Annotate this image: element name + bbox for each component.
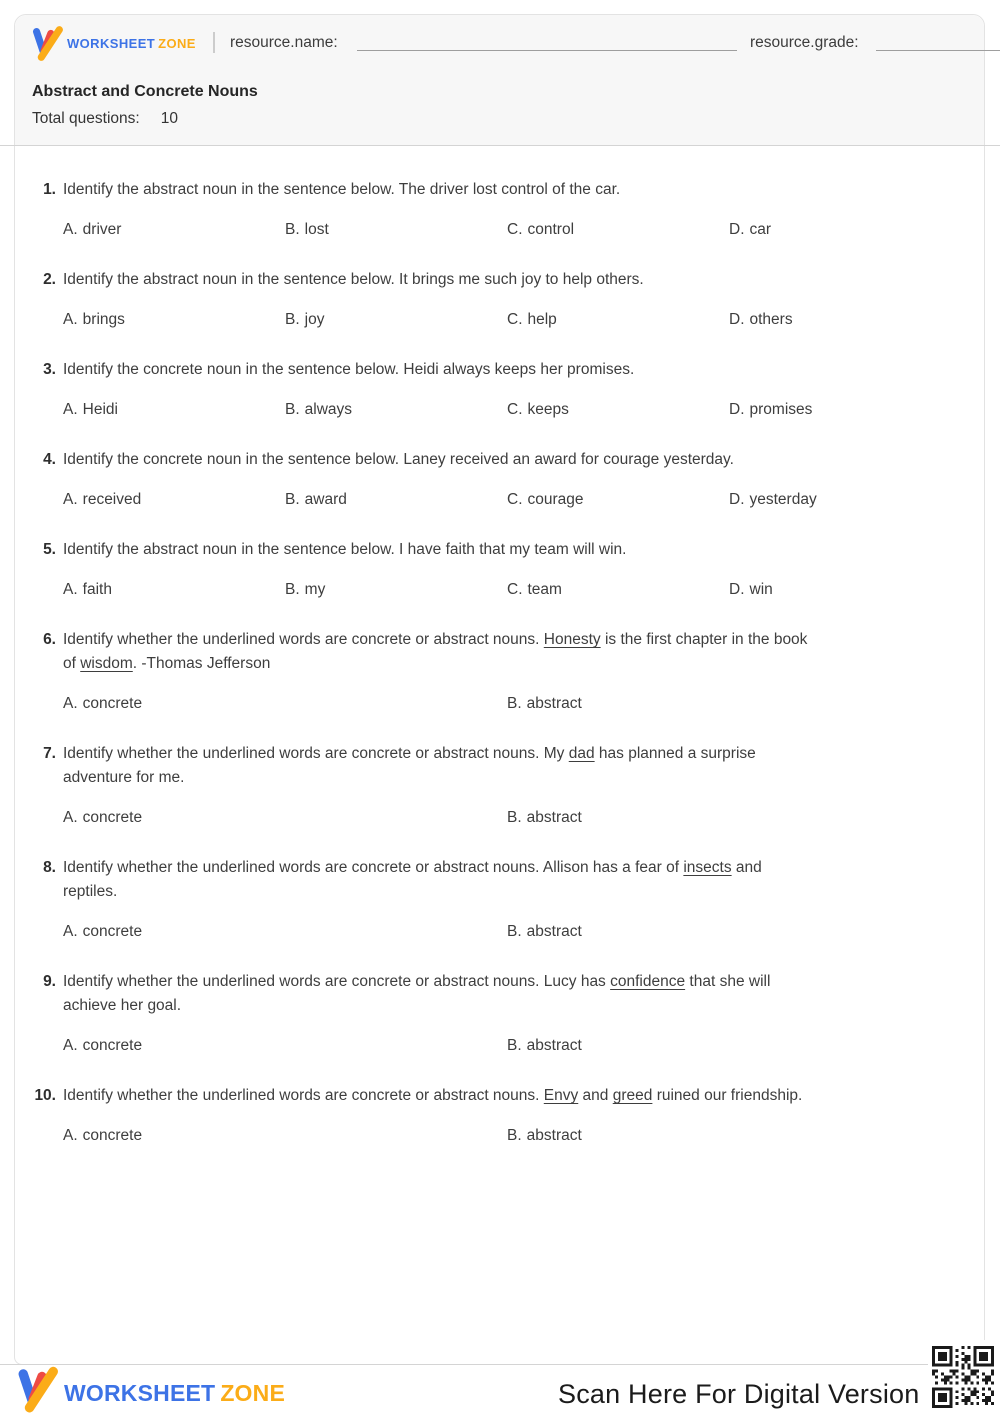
answer-option-text: lost [304, 221, 329, 238]
question-text-segment: Identify the concrete noun in the sentence below. Laney received an award for courage yesterday. [63, 451, 734, 468]
answer-option-label: C. [507, 581, 523, 598]
answer-option-text: driver [82, 221, 122, 238]
underlined-word: insects [683, 859, 732, 876]
question-text-segment: has planned a surprise [594, 745, 756, 762]
answer-option [729, 218, 951, 242]
question-number: 9. [43, 973, 56, 990]
answer-option-text: joy [304, 311, 325, 328]
question-text [63, 856, 943, 904]
question-number: 2. [43, 271, 56, 288]
question-options [63, 1034, 1000, 1058]
answer-option [507, 308, 729, 332]
answer-option-text: win [749, 581, 773, 598]
answer-option [285, 578, 507, 602]
answer-option-label: B. [285, 221, 300, 238]
worksheet-title: Abstract and Concrete Nouns [32, 83, 258, 100]
question-options [63, 692, 1000, 716]
question-text-segment: that she will [685, 973, 771, 990]
answer-option-label: A. [63, 401, 78, 418]
question-options [63, 578, 1000, 602]
total-questions-label: Total questions: [32, 110, 140, 127]
answer-option-text: my [304, 581, 326, 598]
question-line [29, 1084, 1000, 1108]
question-text-segment: Identify the abstract noun in the sentence below. I have faith that my team will win. [63, 541, 627, 558]
answer-option-label: C. [507, 491, 523, 508]
answer-option-text: courage [527, 491, 584, 508]
question-line [29, 358, 1000, 382]
answer-option [729, 398, 951, 422]
worksheetzone-logo-text [67, 36, 196, 51]
question-text-segment: ruined our friendship. [652, 1087, 803, 1104]
answer-option-text: abstract [526, 1037, 582, 1054]
question-number: 4. [43, 451, 56, 468]
question-options [63, 920, 1000, 944]
answer-option-label: A. [63, 221, 78, 238]
question-number: 3. [43, 361, 56, 378]
question-text-segment: Identify whether the underlined words are concrete or abstract nouns. Lucy has [63, 973, 611, 990]
brand-part2: ZONE [220, 1380, 286, 1406]
answer-option [507, 1034, 951, 1058]
answer-option-label: B. [507, 809, 522, 826]
underlined-word: greed [612, 1087, 653, 1104]
answer-option-text: concrete [82, 1127, 143, 1144]
underlined-word: dad [568, 745, 595, 762]
question-number: 8. [43, 859, 56, 876]
question-text-segment: achieve her goal. [63, 997, 182, 1014]
question-options [63, 488, 1000, 512]
question-text-segment: Identify whether the underlined words are concrete or abstract nouns. Allison has a fear of [63, 859, 684, 876]
question-text [63, 178, 943, 202]
question-row [29, 970, 1000, 1058]
answer-option-label: A. [63, 311, 78, 328]
resource-name-label: resource.name: [230, 34, 338, 51]
question-options [63, 806, 1000, 830]
answer-option-text: control [527, 221, 575, 238]
answer-option-label: B. [285, 401, 300, 418]
answer-option-label: A. [63, 695, 78, 712]
answer-option [63, 806, 507, 830]
question-text-segment: Identify the abstract noun in the sentence below. The driver lost control of the car. [63, 181, 621, 198]
answer-option [63, 308, 285, 332]
question-row [29, 538, 1000, 602]
answer-option-label: B. [507, 1037, 522, 1054]
question-text [63, 358, 943, 382]
worksheetzone-footer-logo-icon [12, 1364, 62, 1414]
answer-option [63, 578, 285, 602]
answer-option-label: B. [285, 311, 300, 328]
answer-option-text: Heidi [82, 401, 118, 418]
brand-part1: WORKSHEET [64, 1380, 216, 1406]
answer-option-text: promises [749, 401, 813, 418]
brand-part2: ZONE [158, 36, 196, 51]
question-options [63, 1124, 1000, 1148]
question-text-segment: of [63, 655, 81, 672]
answer-option-label: A. [63, 1037, 78, 1054]
answer-option-label: A. [63, 809, 78, 826]
answer-option-text: abstract [526, 695, 582, 712]
resource-grade-label: resource.grade: [750, 34, 859, 51]
answer-option-text: concrete [82, 923, 143, 940]
header-divider [213, 32, 215, 53]
question-number: 5. [43, 541, 56, 558]
question-text [63, 268, 943, 292]
answer-option-label: C. [507, 401, 523, 418]
underlined-word: wisdom [80, 655, 133, 672]
question-row [29, 178, 1000, 242]
answer-option [285, 488, 507, 512]
worksheetzone-footer-logo-text [64, 1380, 285, 1407]
answer-option [507, 920, 951, 944]
question-row [29, 268, 1000, 332]
question-row [29, 856, 1000, 944]
question-text [63, 742, 943, 790]
question-line [29, 970, 1000, 1018]
answer-option [63, 218, 285, 242]
answer-option [63, 398, 285, 422]
question-line [29, 178, 1000, 202]
answer-option-label: B. [285, 581, 300, 598]
answer-option [729, 578, 951, 602]
question-text [63, 970, 943, 1018]
underlined-word: Honesty [543, 631, 601, 648]
question-text [63, 538, 943, 562]
question-options [63, 308, 1000, 332]
answer-option [63, 920, 507, 944]
answer-option-label: B. [507, 695, 522, 712]
answer-option [285, 308, 507, 332]
answer-option-text: concrete [82, 809, 143, 826]
answer-option-text: award [304, 491, 347, 508]
question-text [63, 1084, 943, 1108]
question-number: 10. [34, 1087, 56, 1104]
answer-option-label: A. [63, 581, 78, 598]
answer-option-text: car [749, 221, 772, 238]
question-text-segment: Identify the abstract noun in the sentence below. It brings me such joy to help others. [63, 271, 644, 288]
answer-option [729, 308, 951, 332]
answer-option [63, 692, 507, 716]
total-questions-value: 10 [160, 110, 178, 127]
worksheetzone-logo-icon [28, 24, 66, 62]
question-number: 1. [43, 181, 56, 198]
question-text-segment: and [731, 859, 762, 876]
question-text-segment: is the first chapter in the book [600, 631, 808, 648]
answer-option-label: C. [507, 221, 523, 238]
total-questions [32, 110, 178, 128]
answer-option [507, 488, 729, 512]
question-line [29, 448, 1000, 472]
answer-option [63, 1124, 507, 1148]
question-row [29, 358, 1000, 422]
page-bottom-line [0, 1364, 1000, 1365]
question-row [29, 628, 1000, 716]
answer-option [507, 398, 729, 422]
question-line [29, 538, 1000, 562]
answer-option-text: concrete [82, 695, 143, 712]
question-line [29, 268, 1000, 292]
brand-part1: WORKSHEET [67, 36, 156, 51]
question-text-segment: and [578, 1087, 613, 1104]
question-line [29, 856, 1000, 904]
answer-option-label: A. [63, 491, 78, 508]
answer-option [285, 398, 507, 422]
question-text [63, 628, 943, 676]
qr-code [928, 1340, 1000, 1414]
answer-option [507, 218, 729, 242]
resource-grade-blank-line [876, 50, 1000, 51]
answer-option-label: D. [729, 581, 745, 598]
answer-option-text: abstract [526, 1127, 582, 1144]
question-text-segment: Identify the concrete noun in the sentence below. Heidi always keeps her promises. [63, 361, 635, 378]
answer-option [507, 578, 729, 602]
answer-option-text: others [749, 311, 793, 328]
answer-option-text: help [527, 311, 557, 328]
question-text-segment: . -Thomas Jefferson [132, 655, 271, 672]
underlined-word: Envy [543, 1087, 579, 1104]
question-text-segment: adventure for me. [63, 769, 185, 786]
question-line [29, 742, 1000, 790]
question-number: 7. [43, 745, 56, 762]
answer-option-text: keeps [527, 401, 569, 418]
question-text-segment: Identify whether the underlined words are concrete or abstract nouns. [63, 631, 544, 648]
resource-name-blank-line [357, 50, 737, 51]
question-options [63, 398, 1000, 422]
answer-option-label: B. [507, 1127, 522, 1144]
scan-here-label: Scan Here For Digital Version [558, 1379, 920, 1409]
answer-option [63, 1034, 507, 1058]
answer-option-text: yesterday [749, 491, 817, 508]
question-text-segment: Identify whether the underlined words are concrete or abstract nouns. My [63, 745, 569, 762]
answer-option-label: B. [285, 491, 300, 508]
question-number: 6. [43, 631, 56, 648]
question-list [0, 146, 1000, 1174]
answer-option-text: received [82, 491, 142, 508]
answer-option [507, 806, 951, 830]
question-text [63, 448, 943, 472]
answer-option-label: B. [507, 923, 522, 940]
answer-option-text: abstract [526, 809, 582, 826]
answer-option-text: concrete [82, 1037, 143, 1054]
answer-option-label: D. [729, 491, 745, 508]
question-row [29, 1084, 1000, 1148]
answer-option-text: brings [82, 311, 125, 328]
question-text-segment: reptiles. [63, 883, 118, 900]
answer-option [729, 488, 951, 512]
answer-option-text: faith [82, 581, 112, 598]
answer-option [507, 1124, 951, 1148]
question-row [29, 742, 1000, 830]
question-options [63, 218, 1000, 242]
answer-option [285, 218, 507, 242]
answer-option-label: D. [729, 401, 745, 418]
answer-option-label: A. [63, 923, 78, 940]
answer-option-label: A. [63, 1127, 78, 1144]
answer-option-label: C. [507, 311, 523, 328]
answer-option [507, 692, 951, 716]
answer-option-label: D. [729, 221, 745, 238]
question-row [29, 448, 1000, 512]
answer-option-label: D. [729, 311, 745, 328]
answer-option-text: always [304, 401, 353, 418]
answer-option-text: team [527, 581, 562, 598]
question-text-segment: Identify whether the underlined words are concrete or abstract nouns. [63, 1087, 544, 1104]
answer-option [63, 488, 285, 512]
answer-option-text: abstract [526, 923, 582, 940]
underlined-word: confidence [610, 973, 686, 990]
header-divider-line [0, 145, 1000, 146]
question-line [29, 628, 1000, 676]
